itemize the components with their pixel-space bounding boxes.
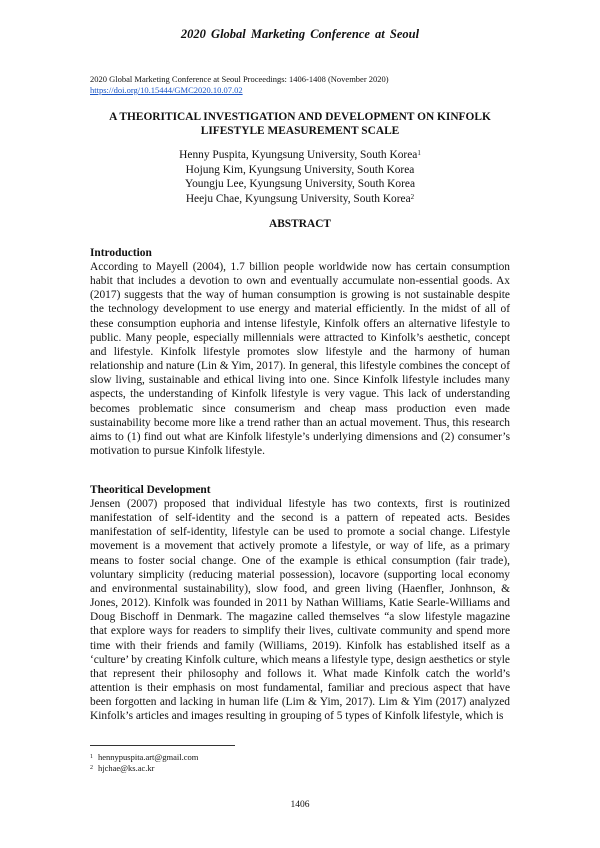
author-line: Heeju Chae, Kyungsung University, South Korea$^2$ bbox=[185, 192, 415, 205]
page-number: 1406 bbox=[290, 800, 310, 810]
author-line: Henny Puspita, Kyungsung University, South Korea$^1$ bbox=[179, 149, 421, 161]
footnote-email[interactable]: hennypuspita.art@gmail.com bbox=[98, 752, 199, 762]
proceedings-citation: 2020 Global Marketing Conference at Seoul Proceedings: 1406-1408 (November 2020) bbox=[90, 74, 389, 84]
footnote: $^2$ hjchae@ks.ac.kr bbox=[90, 763, 155, 773]
footnote-divider bbox=[90, 745, 235, 746]
footnote-mark[interactable]: 1 bbox=[417, 149, 421, 157]
section-theoretical-development bbox=[90, 483, 510, 724]
abstract-heading: ABSTRACT bbox=[268, 218, 332, 230]
running-head: 2020 Global Marketing Conference at Seoul bbox=[180, 27, 420, 41]
section-body: According to Mayell (2004), 1.7 billion people worldwide now has certain consumption habit that includes a devotion to own and eventually accumulate non-essential goods. Ax (2017) suggests that the way of human consumption is growing is not sustainable despite the technology development to use energy and material efficiently. In the midst of all of these consumption euphoria and intense lifestyle, Kinfolk offers an alternative lifestyle to public. Many people, especially millennials were attracted to Kinfolk’s aesthetic, concept and lifestyle. Kinfolk lifestyle promotes slow lifestyle and the harmony of human relationship and nature (Lin & Yim, 2017). In general, this lifestyle combines the concept of slow living, sustainable and ethical living into one. Since Kinfolk lifestyle includes many aspects, the understanding of Kinfolk lifestyle is very vague. This lack of understanding becomes problematic since consumerism and cheap mass production even made sustainability become more like a trend rather than an actual movement. Thus, this research aims to (1) find out what are Kinfolk lifestyle’s underlying dimensions and (2) consumer’s motivation to pursue Kinfolk lifestyle. bbox=[90, 261, 510, 458]
section-introduction bbox=[90, 246, 510, 458]
footnote-mark[interactable]: 2 bbox=[410, 192, 415, 201]
paper-title: A THEORITICAL INVESTIGATION AND DEVELOPMENT ON KINFOLK LIFESTYLE MEASUREMENT SCALE bbox=[109, 111, 491, 137]
author-list bbox=[90, 148, 510, 206]
footnote: $^1$ hennypuspita.art@gmail.com bbox=[90, 752, 199, 762]
footnote-email[interactable]: hjchae@ks.ac.kr bbox=[98, 763, 155, 773]
author-line: Youngju Lee, Kyungsung University, South Korea bbox=[184, 178, 415, 191]
section-heading: Theoritical Development bbox=[90, 484, 211, 496]
doi-link[interactable]: https://doi.org/10.15444/GMC2020.10.07.02 bbox=[90, 85, 243, 95]
author-line: Hojung Kim, Kyungsung University, South Korea bbox=[185, 163, 415, 176]
footnotes bbox=[90, 752, 510, 774]
section-body: Jensen (2007) proposed that individual lifestyle has two contexts, first is routinized manifestation of self-identity and the second is a pattern of repeated acts. Besides manifestation of self-identity, lifestyle can be used to promote a social change. Lifestyle movement is a movement that actively promote a lifestyle, or way of life, as a primary means to foster social change. One of the example is ethical consumption (fair trade), voluntary simplicity (reducing material possession), locavore (supporting local economy and environmental sustainability), slow food, and green living (Haenfler, Jonhnson, & Jones, 2012). Kinfolk was founded in 2011 by Nathan Williams, Katie Searle-Williams and Doug Bischoff in Denmark. The magazine called themselves “a slow lifestyle magazine that explore ways for readers to simplify their lives, cultivate community and spend more time with their friends and family (Williams, 2019). Kinfolk has established itself as a ‘culture’ by creating Kinfolk culture, which means a lifestyle type, design aesthetics or style that represent their philosophy and follows it. What made Kinfolk catch the world’s attention is their emphasis on most fundamental, familiar and precious aspect that have been forgotten and lacking in human life (Lim & Yim, 2017). Lim & Yim (2017) analyzed Kinfolk’s articles and images resulting in grouping of 5 types of Kinfolk lifestyle, which is bbox=[90, 498, 510, 723]
section-heading: Introduction bbox=[90, 247, 152, 259]
proceedings-info bbox=[90, 74, 510, 96]
